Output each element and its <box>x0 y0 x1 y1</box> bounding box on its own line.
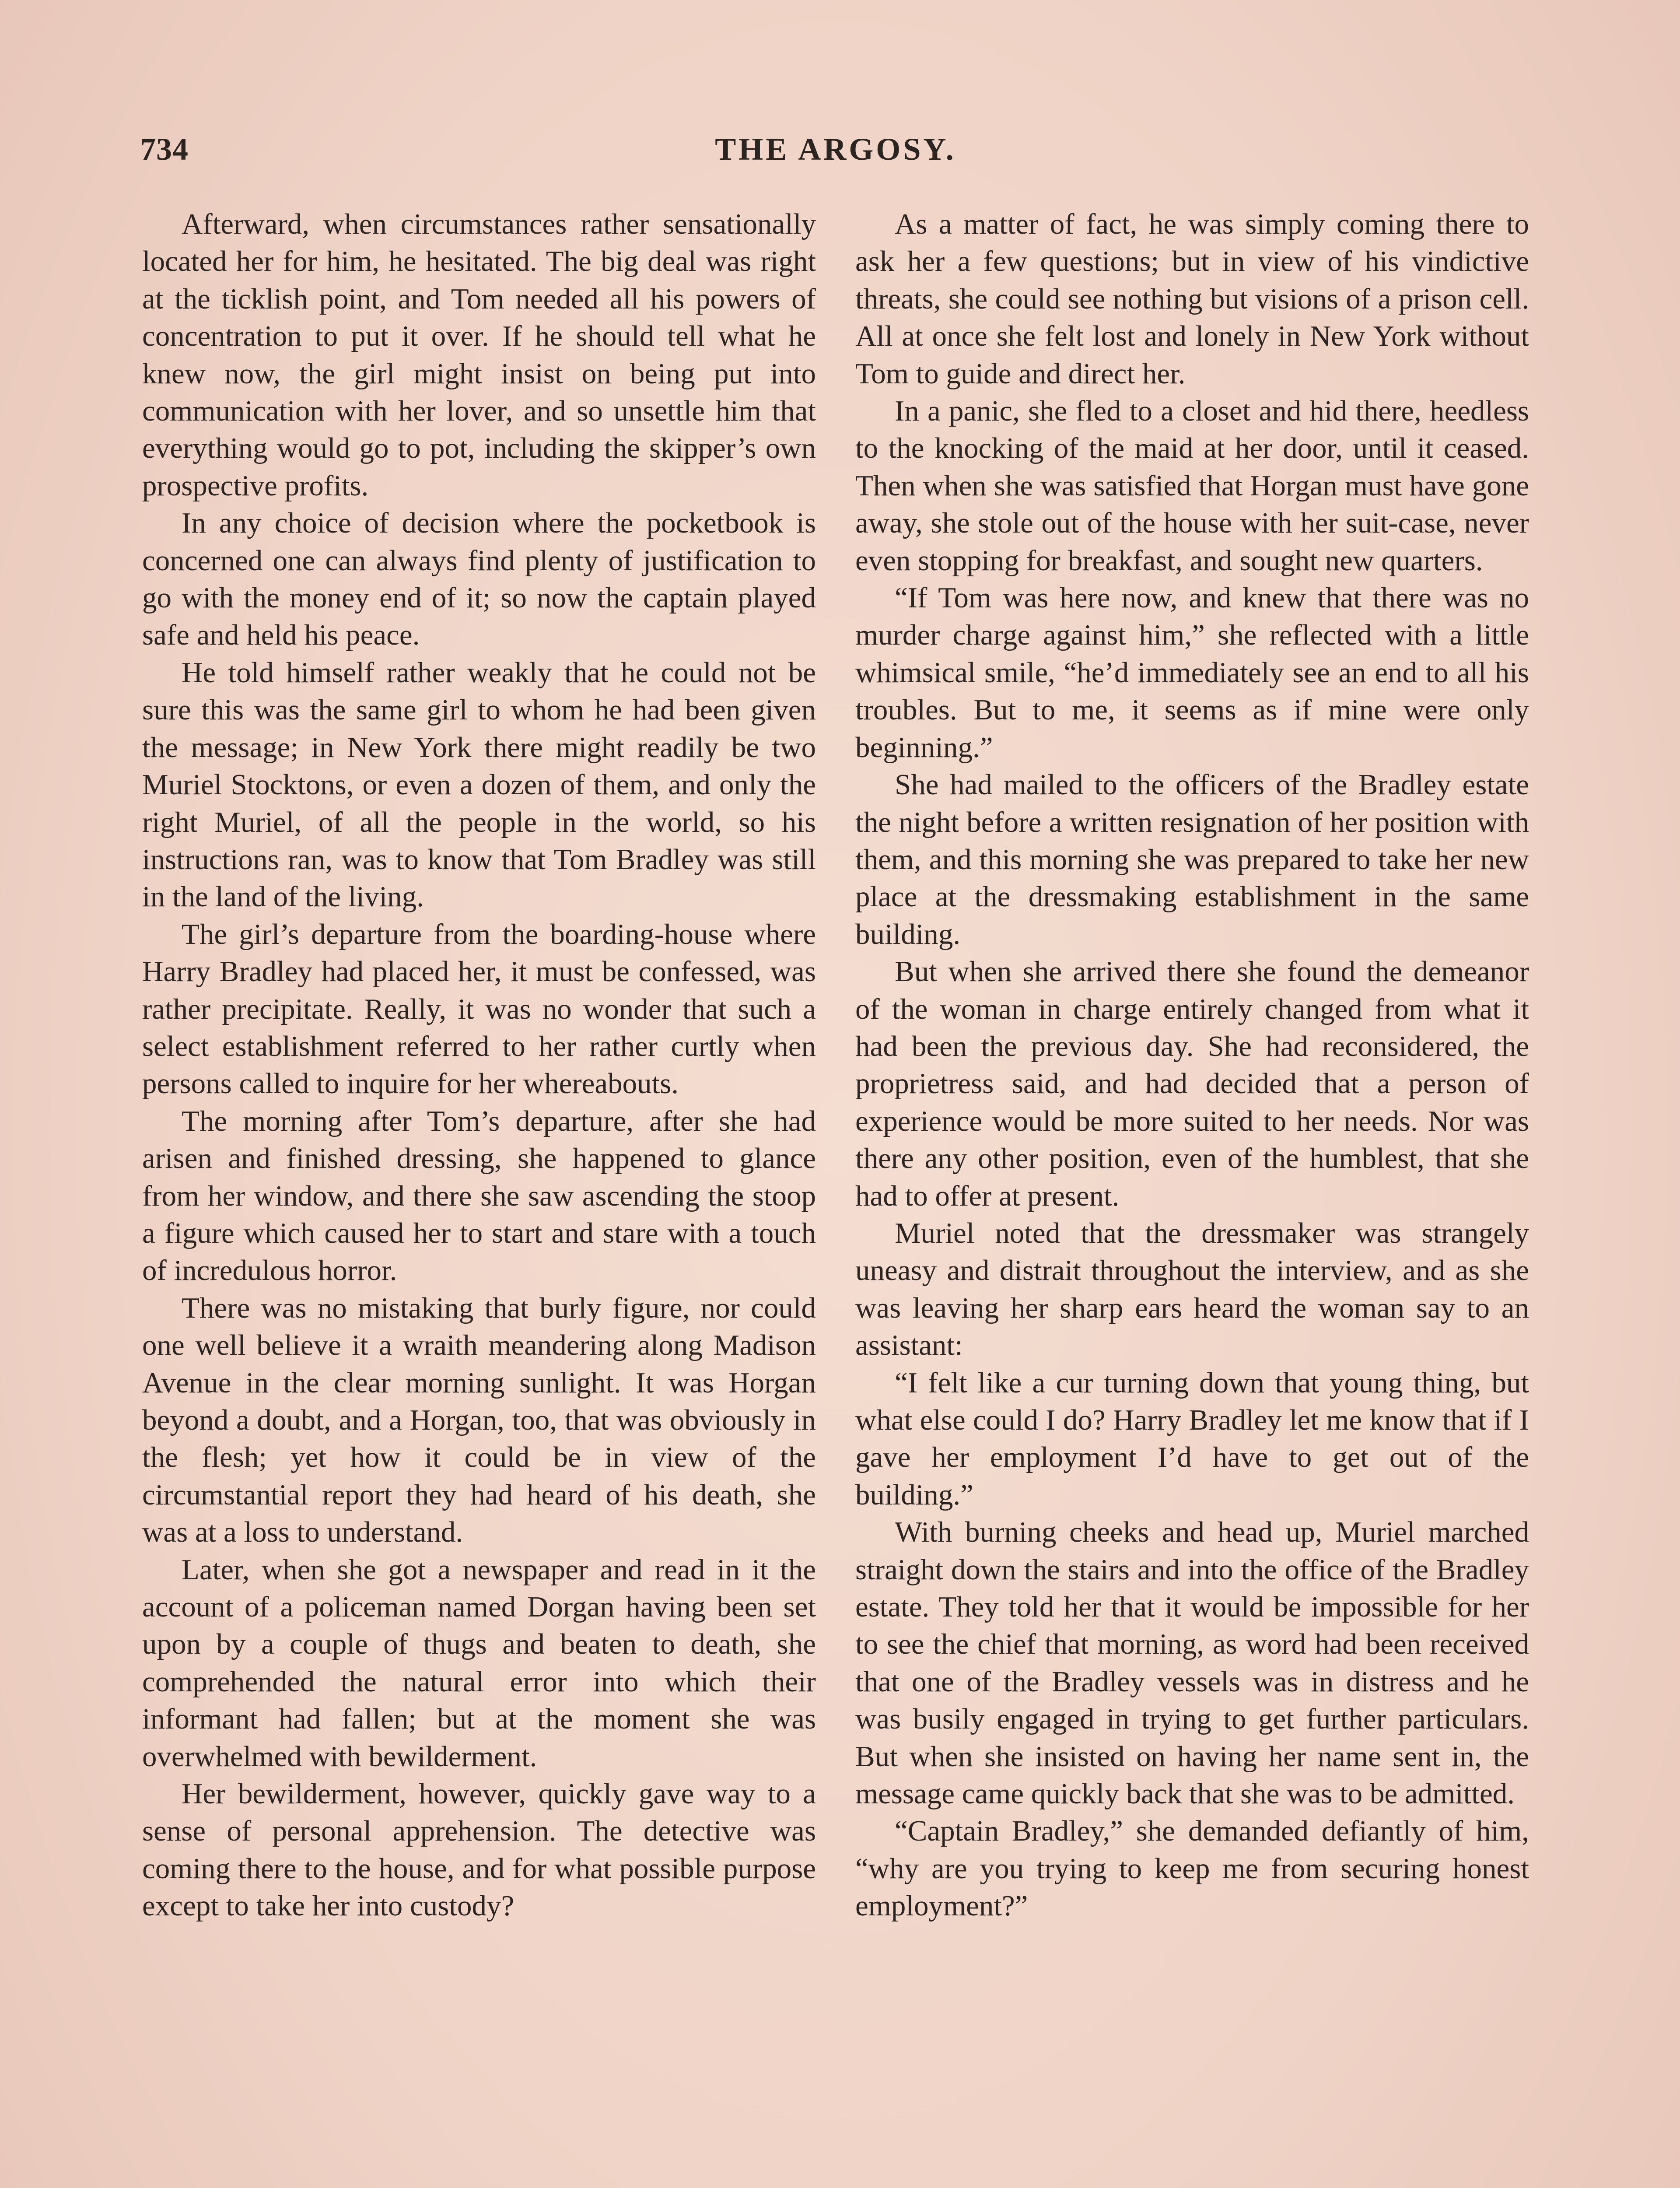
paragraph: “Captain Bradley,” she demanded defiantly of him, “why are you trying to keep me from securing honest employment?” <box>855 1815 1529 1922</box>
paragraph: The morning after Tom’s departure, after she had arisen and finished dressing, she happened to glance from her window, and there she saw ascending the stoop a figure which caused her to start and stare with a touch of incredulous horror. <box>142 1105 816 1287</box>
page-number: 734 <box>140 132 189 167</box>
paragraph: Her bewilderment, however, quickly gave way to a sense of personal apprehension. The detective was coming there to the house, and for what possible purpose except to take her into custody? <box>142 1778 816 1922</box>
right-column <box>855 206 1529 1925</box>
paragraph: In any choice of decision where the pocketbook is concerned one can always find plenty of justification to go with the money end of it; so now the captain played safe and held his peace. <box>142 507 816 652</box>
paragraph: The girl’s departure from the boarding-house where Harry Bradley had placed her, it must be confessed, was rather precipitate. Really, it was no wonder that such a select establishment referred to her rather curtly when persons called to inquire for her whereabouts. <box>142 918 816 1100</box>
paragraph: There was no mistaking that burly figure, nor could one well believe it a wraith meandering along Madison Avenue in the clear morning sunlight. It was Horgan beyond a doubt, and a Horgan, too, that was obviously in the flesh; yet how it could be in view of the circumstantial report they had heard of his death, she was at a loss to understand. <box>142 1291 816 1549</box>
paragraph: With burning cheeks and head up, Muriel marched straight down the stairs and into the office of the Bradley estate. They told her that it would be impossible for her to see the chief that morning, as word had been received that one of the Bradley vessels was in distress and he was busily engaged in trying to get further particulars. But when she insisted on having her name sent in, the message came quickly back that she was to be admitted. <box>855 1516 1529 1810</box>
paragraph: In a panic, she fled to a closet and hid there, heedless to the knocking of the maid at her door, until it ceased. Then when she was satisfied that Horgan must have gone away, she stole out of the house with her suit-case, never even stopping for breakfast, and sought new quarters. <box>855 395 1529 577</box>
paragraph: Muriel noted that the dressmaker was strangely uneasy and distrait throughout the interview, and as she was leaving her sharp ears heard the woman say to an assistant: <box>855 1217 1529 1362</box>
paragraph: As a matter of fact, he was simply coming there to ask her a few questions; but in view of his vindictive threats, she could see nothing but visions of a prison cell. All at once she felt lost and lonely in New York without Tom to guide and direct her. <box>855 208 1529 390</box>
running-title: THE ARGOSY. <box>715 132 956 167</box>
paragraph: “I felt like a cur turning down that young thing, but what else could I do? Harry Bradley let me know that if I gave her employment I’d have to get out of the building.” <box>855 1366 1529 1511</box>
paragraph: “If Tom was here now, and knew that there was no murder charge against him,” she reflected with a little whimsical smile, “he’d immediately see an end to all his troubles. But to me, it seems as if mine were only beginning.” <box>855 582 1529 764</box>
left-column <box>142 206 816 1925</box>
paragraph: She had mailed to the officers of the Bradley estate the night before a written resignation of her position with them, and this morning she was prepared to take her new place at the dressmaking establishment in the same building. <box>855 768 1529 950</box>
paragraph: But when she arrived there she found the demeanor of the woman in charge entirely changed from what it had been the previous day. She had reconsidered, the proprietress said, and had decided that a person of experience would be more suited to her needs. Nor was there any other position, even of the humblest, that she had to offer at present. <box>855 955 1529 1212</box>
page-header <box>140 131 1531 184</box>
paragraph: Afterward, when circumstances rather sensationally located her for him, he hesitated. The big deal was right at the ticklish point, and Tom needed all his powers of concentration to put it over. If he should tell what he knew now, the girl might insist on being put into communication with her lover, and so unsettle him that everything would go to pot, including the skipper’s own prospective profits. <box>142 208 816 502</box>
paragraph: He told himself rather weakly that he could not be sure this was the same girl to whom he had been given the message; in New York there might readily be two Muriel Stocktons, or even a dozen of them, and only the right Muriel, of all the people in the world, so his instructions ran, was to know that Tom Bradley was still in the land of the living. <box>142 656 816 913</box>
paragraph: Later, when she got a newspaper and read in it the account of a policeman named Dorgan having been set upon by a couple of thugs and beaten to death, she comprehended the natural error into which their informant had fallen; but at the moment she was overwhelmed with bewilderment. <box>142 1553 816 1773</box>
